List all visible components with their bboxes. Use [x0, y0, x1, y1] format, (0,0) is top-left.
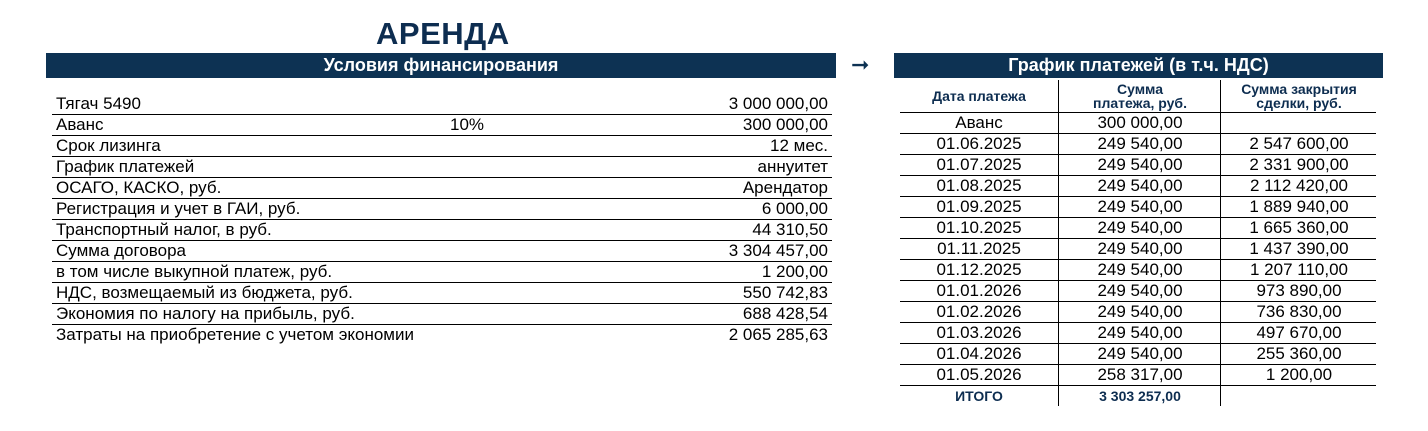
schedule-row [900, 176, 1376, 197]
schedule-payment: 249 540,00 [1058, 344, 1221, 364]
terms-row [52, 136, 832, 157]
schedule-column-headers [900, 80, 1376, 112]
terms-label: ОСАГО, КАСКО, руб. [56, 178, 222, 197]
schedule-closing: 2 112 420,00 [1220, 176, 1377, 196]
terms-row [52, 262, 832, 283]
terms-label: Затраты на приобретение с учетом экономии [56, 325, 414, 344]
schedule-row [900, 365, 1376, 386]
schedule-date: 01.11.2025 [937, 239, 1021, 258]
schedule-payment: 249 540,00 [1058, 239, 1221, 259]
schedule-payment: 249 540,00 [1058, 176, 1221, 196]
terms-value: 688 428,54 [742, 304, 828, 323]
terms-value: 3 000 000,00 [728, 94, 828, 113]
column-header-payment [1058, 80, 1221, 112]
schedule-row [900, 113, 1376, 134]
schedule-row [900, 323, 1376, 344]
schedule-payment: 249 540,00 [1058, 218, 1221, 238]
terms-row [52, 178, 832, 199]
terms-label: Аванс [56, 115, 104, 134]
terms-value: Арендатор [742, 178, 828, 197]
schedule-date: 01.12.2025 [936, 260, 1022, 279]
schedule-closing: 1 200,00 [1220, 365, 1377, 385]
terms-row [52, 325, 832, 345]
terms-row [52, 304, 832, 325]
column-header-date: Дата платежа [932, 88, 1026, 104]
terms-label: НДС, возмещаемый из бюджета, руб. [56, 283, 353, 302]
terms-label: Транспортный налог, в руб. [56, 220, 272, 239]
schedule-closing: 255 360,00 [1220, 344, 1377, 364]
schedule-date: 01.09.2025 [936, 197, 1022, 216]
schedule-closing: 1 437 390,00 [1220, 239, 1377, 259]
terms-label: Тягач 5490 [56, 94, 141, 113]
schedule-row [900, 260, 1376, 281]
schedule-payment: 249 540,00 [1058, 281, 1221, 301]
schedule-payment: 300 000,00 [1058, 113, 1221, 133]
schedule-closing: 497 670,00 [1220, 323, 1377, 343]
schedule-payment: 249 540,00 [1058, 302, 1221, 322]
schedule-date: 01.02.2026 [936, 302, 1022, 321]
schedule-closing: 2 331 900,00 [1220, 155, 1377, 175]
schedule-closing: 1 207 110,00 [1220, 260, 1377, 280]
terms-value: 550 742,83 [742, 283, 828, 302]
schedule-closing: 1 889 940,00 [1220, 197, 1377, 217]
schedule-total-row [900, 386, 1376, 406]
schedule-payment: 258 317,00 [1058, 365, 1221, 385]
schedule-row [900, 155, 1376, 176]
schedule-payment: 249 540,00 [1058, 134, 1221, 154]
terms-value: 6 000,00 [761, 199, 828, 218]
page-title: АРЕНДА [376, 16, 510, 51]
terms-value: 12 мес. [770, 136, 828, 155]
schedule-payment: 249 540,00 [1058, 260, 1221, 280]
terms-row [52, 283, 832, 304]
terms-row [52, 241, 832, 262]
schedule-date: 01.07.2025 [936, 155, 1022, 174]
schedule-row [900, 134, 1376, 155]
schedule-closing: 736 830,00 [1220, 302, 1377, 322]
payment-schedule-header: График платежей (в т.ч. НДС) [894, 53, 1383, 78]
schedule-date: 01.04.2026 [936, 344, 1022, 363]
schedule-row [900, 239, 1376, 260]
schedule-row [900, 197, 1376, 218]
payment-schedule-table [900, 113, 1376, 406]
financing-terms-table [52, 94, 832, 345]
terms-value: 300 000,00 [742, 115, 828, 134]
schedule-row [900, 344, 1376, 365]
terms-value: 2 065 285,63 [728, 325, 828, 344]
terms-value: 44 310,50 [752, 220, 828, 239]
terms-label: Регистрация и учет в ГАИ, руб. [56, 199, 301, 218]
right-arrow-icon: ➞ [851, 52, 870, 77]
total-empty-cell [1220, 386, 1377, 406]
schedule-payment: 249 540,00 [1058, 323, 1221, 343]
terms-value: аннуитет [757, 157, 828, 176]
terms-label: Экономия по налогу на прибыль, руб. [56, 304, 355, 323]
schedule-date: 01.10.2025 [936, 218, 1022, 237]
terms-value: 1 200,00 [761, 262, 828, 281]
terms-label: в том числе выкупной платеж, руб. [56, 262, 333, 281]
terms-label: Сумма договора [56, 241, 186, 260]
schedule-payment: 249 540,00 [1058, 197, 1221, 217]
schedule-closing: 2 547 600,00 [1220, 134, 1377, 154]
terms-row [52, 157, 832, 178]
terms-label: Срок лизинга [56, 136, 161, 155]
terms-row [52, 94, 832, 115]
schedule-date: 01.01.2026 [936, 281, 1022, 300]
schedule-date: 01.08.2025 [936, 176, 1022, 195]
total-label: ИТОГО [955, 388, 1003, 404]
terms-row [52, 199, 832, 220]
schedule-date: 01.05.2026 [936, 365, 1022, 384]
column-header-payment-text: Сумма платежа, руб. [1093, 81, 1187, 111]
schedule-row [900, 302, 1376, 323]
schedule-closing: 973 890,00 [1220, 281, 1377, 301]
terms-value: 3 304 457,00 [728, 241, 828, 260]
terms-row [52, 115, 832, 136]
financing-terms-header: Условия финансирования [46, 53, 836, 78]
column-header-closing [1220, 80, 1377, 112]
schedule-closing: 1 665 360,00 [1220, 218, 1377, 238]
schedule-row [900, 218, 1376, 239]
schedule-date: Аванс [955, 113, 1003, 132]
schedule-closing [1220, 113, 1377, 133]
total-amount: 3 303 257,00 [1058, 386, 1221, 406]
schedule-payment: 249 540,00 [1058, 155, 1221, 175]
terms-row [52, 220, 832, 241]
column-header-closing-text: Сумма закрытия сделки, руб. [1241, 81, 1357, 111]
schedule-date: 01.06.2025 [936, 134, 1022, 153]
schedule-row [900, 281, 1376, 302]
terms-percent: 10% [449, 115, 485, 134]
schedule-date: 01.03.2026 [936, 323, 1022, 342]
terms-label: График платежей [56, 157, 195, 176]
